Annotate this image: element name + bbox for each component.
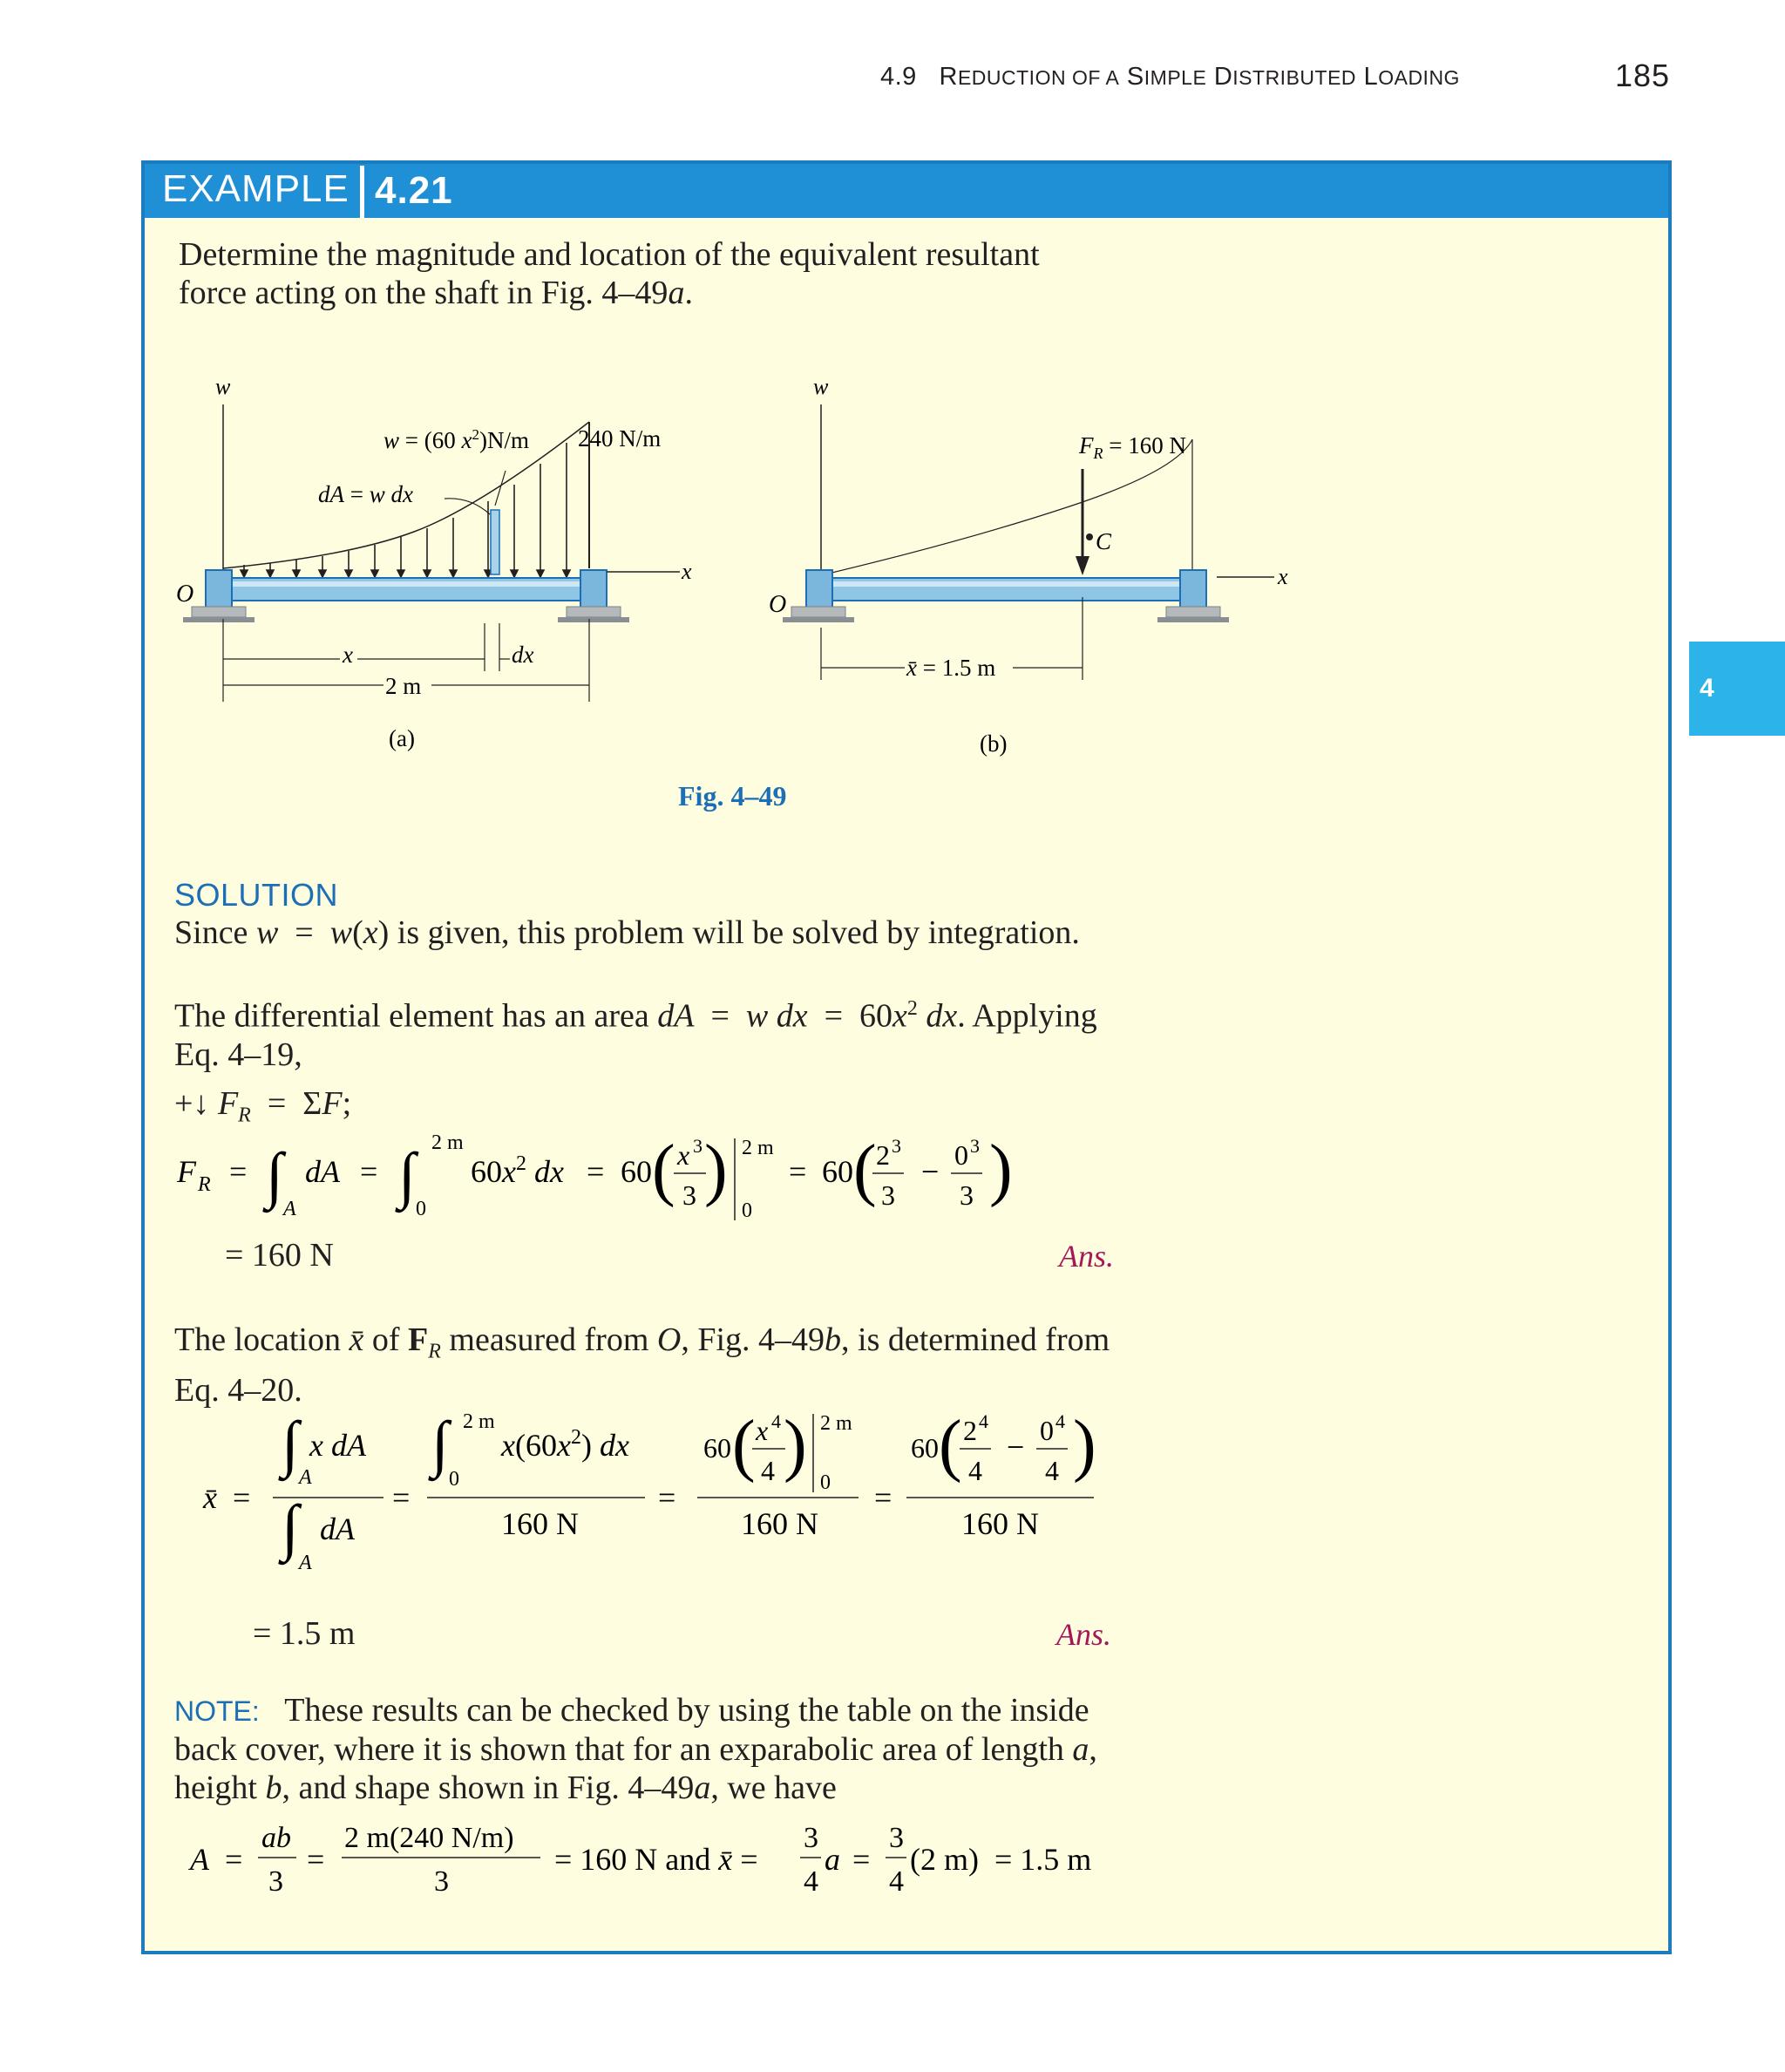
figure-b-label: (b) [980,730,1008,757]
svg-text:3: 3 [434,1865,449,1898]
svg-text:R: R [198,1173,211,1196]
svg-text:dA: dA [305,1154,340,1189]
svg-text:−: − [1007,1430,1025,1464]
svg-text:3: 3 [960,1179,974,1211]
svg-text:a: a [825,1842,840,1877]
svg-text:60: 60 [822,1154,853,1189]
svg-text:160 N: 160 N [501,1506,579,1541]
dA-label: dA = w dx [318,481,413,507]
svg-text:A: A [299,1466,312,1489]
svg-text:4: 4 [1045,1455,1059,1486]
figure-caption: Fig. 4–49 [678,780,787,812]
left-support-b [806,570,832,612]
svg-text:60: 60 [911,1432,939,1464]
svg-text:0: 0 [954,1139,968,1171]
svg-text:dA: dA [320,1512,355,1546]
page-number: 185 [1615,58,1671,93]
svg-text:A: A [190,1842,209,1877]
running-header [880,63,1460,92]
x-axis-label-b: x [1278,564,1288,589]
length-dim-label: 2 m [385,673,422,699]
resultant-force-arrow [1076,556,1089,575]
svg-text:3: 3 [881,1179,895,1211]
max-load-label: 240 N/m [578,425,662,452]
svg-text:∫: ∫ [282,1492,299,1562]
svg-text:0: 0 [1040,1415,1054,1446]
svg-text:=: = [233,1480,251,1515]
svg-text:3: 3 [889,1822,904,1854]
problem-statement: Determine the magnitude and location of the equivalent resultant force acting on the shaft in Fig. 4–49a. [179,236,1040,311]
svg-text:(: ( [853,1131,877,1208]
example-title-bar [145,164,1668,218]
svg-text:=: = [789,1154,807,1189]
svg-text:=: = [360,1154,378,1189]
svg-text:3: 3 [892,1135,901,1157]
svg-text:=: = [658,1480,676,1515]
chapter-tab[interactable]: 4 [1689,642,1785,736]
svg-text:3: 3 [693,1135,702,1157]
svg-text:x(60x2) dx: $x(60x^2)$ dx [501,1426,629,1463]
shaft-b [821,578,1205,601]
svg-text:=: = [852,1842,871,1877]
svg-text:x: x [677,1139,690,1171]
result-xbar: = 1.5 m [253,1615,356,1652]
section-number: 4.9 [880,63,917,91]
x-dim-label: x [343,642,353,668]
svg-text:(: ( [652,1131,675,1208]
figure-a-label: (a) [389,725,415,751]
right-support-b [1180,570,1206,612]
svg-text:3: 3 [804,1822,818,1854]
svg-text:2 m: 2 m [742,1137,774,1159]
section-title: REDUCTION OF A SIMPLE DISTRIBUTED LOADING [939,63,1460,91]
svg-text:ab: ab [261,1822,291,1854]
figure-4-49b [758,366,1325,767]
svg-text:(: ( [732,1407,756,1484]
svg-text:4: 4 [771,1410,781,1432]
right-support [580,570,607,612]
svg-text:160 N: 160 N [741,1506,818,1541]
svg-text:A: A [283,1198,296,1220]
answer-marker-2: Ans. [1056,1617,1111,1652]
example-separator [360,166,364,218]
svg-text:F: F [177,1154,196,1189]
svg-text:): ) [704,1131,728,1208]
svg-text:x dA: x dA [309,1428,366,1463]
result-FR: = 160 N [225,1237,334,1274]
equation-FR-integral [170,1124,1042,1238]
example-number: 4.21 [375,169,453,212]
svg-text:=: = [392,1480,411,1515]
svg-text:−: − [921,1154,940,1189]
left-support [206,570,232,612]
svg-text:4: 4 [1055,1410,1065,1432]
equation-xbar [170,1395,1129,1595]
svg-text:0: 0 [416,1198,426,1220]
svg-text:60: 60 [703,1432,731,1464]
svg-text:0: 0 [820,1471,831,1494]
w-axis-label-b: w [813,374,829,399]
solution-intro: Since w = w(x) is given, this problem will be solved by integration. [174,914,1080,951]
w-axis-label: w [215,374,231,399]
example-label: EXAMPLE [162,167,350,210]
svg-text:3: 3 [970,1135,980,1157]
svg-text:2: 2 [963,1415,977,1446]
load-equation: w = (60 $x^2)N/m$ [383,426,529,453]
centroid-label: C [1096,528,1112,554]
dx-dim-label: dx [512,642,534,668]
svg-text:): ) [784,1407,807,1484]
svg-text:4: 4 [761,1455,775,1486]
paragraph-differential: The differential element has an area dA = w dx = $60x^2$ dx. Applying Eq. 4–19, [174,997,1097,1073]
svg-text:∫: ∫ [431,1409,449,1478]
solution-heading: SOLUTION [174,877,339,913]
svg-text:4: 4 [968,1455,982,1486]
equation-check [174,1809,1133,1905]
svg-text:=: = [229,1154,248,1189]
svg-text:3: 3 [682,1179,696,1211]
svg-text:=: = [307,1842,325,1877]
svg-text:2 m: 2 m [820,1412,852,1435]
svg-text:2 m(240 N/m): 2 m(240 N/m) [344,1822,514,1854]
svg-text:60x2 dx: $60x^2$ dx [471,1152,564,1189]
svg-text:x̄: x̄ [203,1480,217,1515]
svg-text:0: 0 [449,1468,459,1491]
svg-text:0: 0 [742,1199,752,1222]
svg-text:4: 4 [804,1865,818,1898]
svg-text:): ) [989,1131,1013,1208]
load-arrows [241,443,570,577]
svg-text:=: = [225,1842,243,1877]
origin-label: O [176,581,194,608]
svg-text:A: A [299,1552,312,1574]
svg-text:160 N: 160 N [961,1506,1039,1541]
equation-sum: +↓ $F_R = \Sigma F$; [174,1085,352,1127]
svg-text:3: 3 [268,1865,283,1898]
svg-text:4: 4 [979,1410,988,1432]
svg-text:∫: ∫ [398,1140,416,1210]
svg-text:4: 4 [889,1865,904,1898]
note-label: NOTE: [174,1695,260,1727]
shaft [223,578,598,601]
svg-text:2 m: 2 m [463,1410,495,1433]
centroid-dot [1086,533,1093,540]
x-axis-label: x [682,559,692,584]
svg-text:∫: ∫ [266,1140,283,1210]
note-paragraph: NOTE: These results can be checked by using the table on the inside back cover, where it is shown that for an exparabolic area of length a, height b, and shape shown in Fig. 4–49a, we have [174,1692,1097,1806]
svg-text:(: ( [939,1407,962,1484]
svg-text:60: 60 [621,1154,652,1189]
answer-marker-1: Ans. [1059,1239,1114,1274]
svg-text:=: = [587,1154,605,1189]
paragraph-location: The location x̄ of $F_R$ measured from O, Fig. 4–49b, is determined from Eq. 4–20. [174,1321,1110,1409]
svg-text:=: = [874,1480,892,1515]
svg-text:(2 m) = 1.5 m: (2 m) = 1.5 m [910,1842,1092,1877]
svg-text:2 m: 2 m [431,1131,464,1154]
svg-text:2: 2 [876,1139,890,1171]
force-label: $F_R = 160$ N [1079,432,1186,462]
xbar-dim-label: x̄ = 1.5 m [906,655,996,681]
origin-label-b: O [769,591,787,618]
svg-text:= 160 N and x̄ =: = 160 N and x̄ = [554,1842,758,1877]
dA-strip [491,510,499,574]
svg-text:x: x [756,1415,769,1446]
svg-text:∫: ∫ [282,1409,299,1478]
svg-text:): ) [1073,1407,1096,1484]
figure-4-49a [166,366,723,758]
